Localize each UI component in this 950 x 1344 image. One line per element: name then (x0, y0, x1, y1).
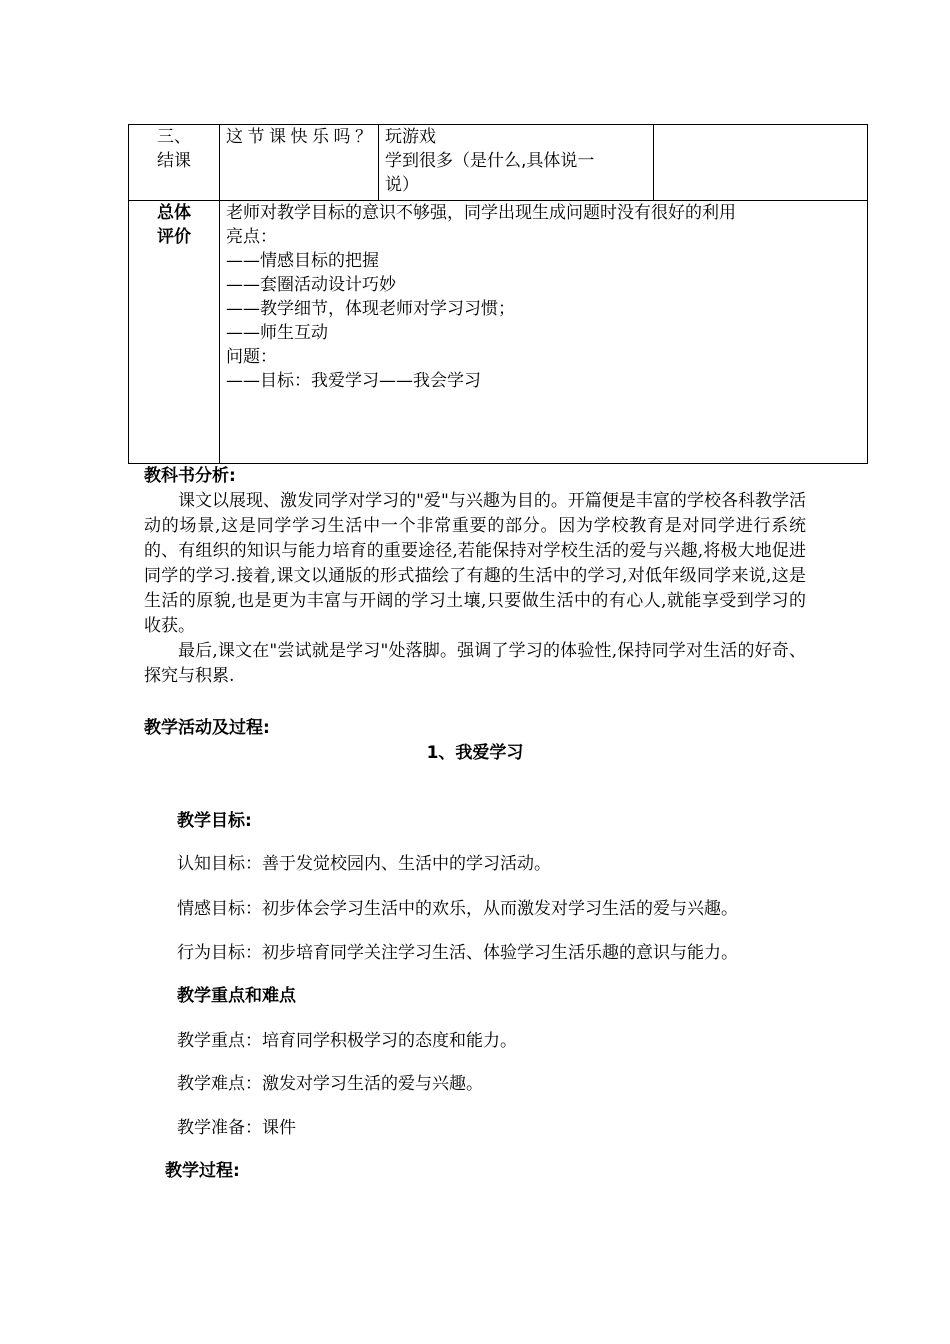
label-line: 评价 (157, 227, 191, 247)
emotional-goal: 情感目标：初步体会学习生活中的欢乐，从而激发对学习生活的爱与兴趣。 (177, 899, 738, 919)
textbook-analysis-heading: 教科书分析: (144, 466, 236, 486)
table-row (129, 201, 868, 464)
behavior-goal: 行为目标：初步培育同学关注学习生活、体验学习生活乐趣的意识与能力。 (177, 943, 738, 963)
analysis-paragraph: 课文以展现、激发同学对学习的"爱"与兴趣为目的。开篇便是丰富的学校各科教学活动的场景,这是同学学习生活中一个非常重要的部分。因为学校教育是对同学进行系统的、有组织的知识与能力培育的重要途径,若能保持对学校生活的爱与兴趣,将极大地促进同学的学习.接着,课文以通版的形式描绘了有趣的生活中的学习,对低年级同学来说,这是生活的原貌,也是更为丰富与开阔的学习土壤,只要做生活中的有心人,就能享受到学习的收获。 (144, 491, 806, 636)
activity-line: 玩游戏 (385, 127, 436, 147)
evaluation-line: ——师生互动 (226, 323, 328, 343)
activity-line: 学到很多（是什么,具体说一 (385, 151, 595, 171)
stage-label: 三、 (157, 127, 191, 147)
process-heading: 教学过程: (165, 1161, 240, 1181)
key-point: 教学重点：培育同学积极学习的态度和能力。 (177, 1031, 517, 1051)
activities-heading: 教学活动及过程: (144, 718, 270, 738)
difficult-point: 教学难点：激发对学习生活的爱与兴趣。 (177, 1074, 483, 1094)
analysis-paragraph: 最后,课文在"尝试就是学习"处落脚。强调了学习的体验性,保持同学对生活的好奇、探究与积累. (144, 641, 806, 686)
table-row (129, 125, 868, 201)
activity-cell (379, 125, 654, 201)
key-points-heading: 教学重点和难点 (177, 986, 296, 1006)
cognitive-goal: 认知目标：善于发觉校园内、生活中的学习活动。 (177, 854, 551, 874)
goals-heading: 教学目标: (177, 811, 252, 831)
lesson-title: 1、我爱学习 (426, 743, 524, 763)
activity-line: 说） (385, 175, 419, 195)
evaluation-line: 老师对教学目标的意识不够强，同学出现生成问题时没有很好的利用 (226, 203, 736, 223)
question-cell (220, 125, 379, 201)
evaluation-line: ——目标：我爱学习——我会学习 (226, 371, 481, 391)
textbook-analysis-body (144, 489, 806, 689)
overall-evaluation-label (129, 201, 220, 464)
stage-cell (129, 125, 220, 201)
overall-evaluation-content (220, 201, 868, 464)
evaluation-line: ——教学细节，体现老师对学习习惯； (226, 299, 515, 319)
stage-label: 结课 (157, 151, 191, 171)
evaluation-line: ——情感目标的把握 (226, 251, 379, 271)
question-text: 这节课快乐吗？ (226, 127, 372, 147)
teaching-preparation: 教学准备：课件 (177, 1118, 296, 1138)
label-line: 总体 (157, 203, 191, 223)
evaluation-line: 亮点： (226, 227, 277, 247)
evaluation-line: 问题： (226, 347, 277, 367)
evaluation-line: ——套圈活动设计巧妙 (226, 275, 396, 295)
evaluation-table (128, 124, 868, 464)
note-cell (654, 125, 868, 201)
